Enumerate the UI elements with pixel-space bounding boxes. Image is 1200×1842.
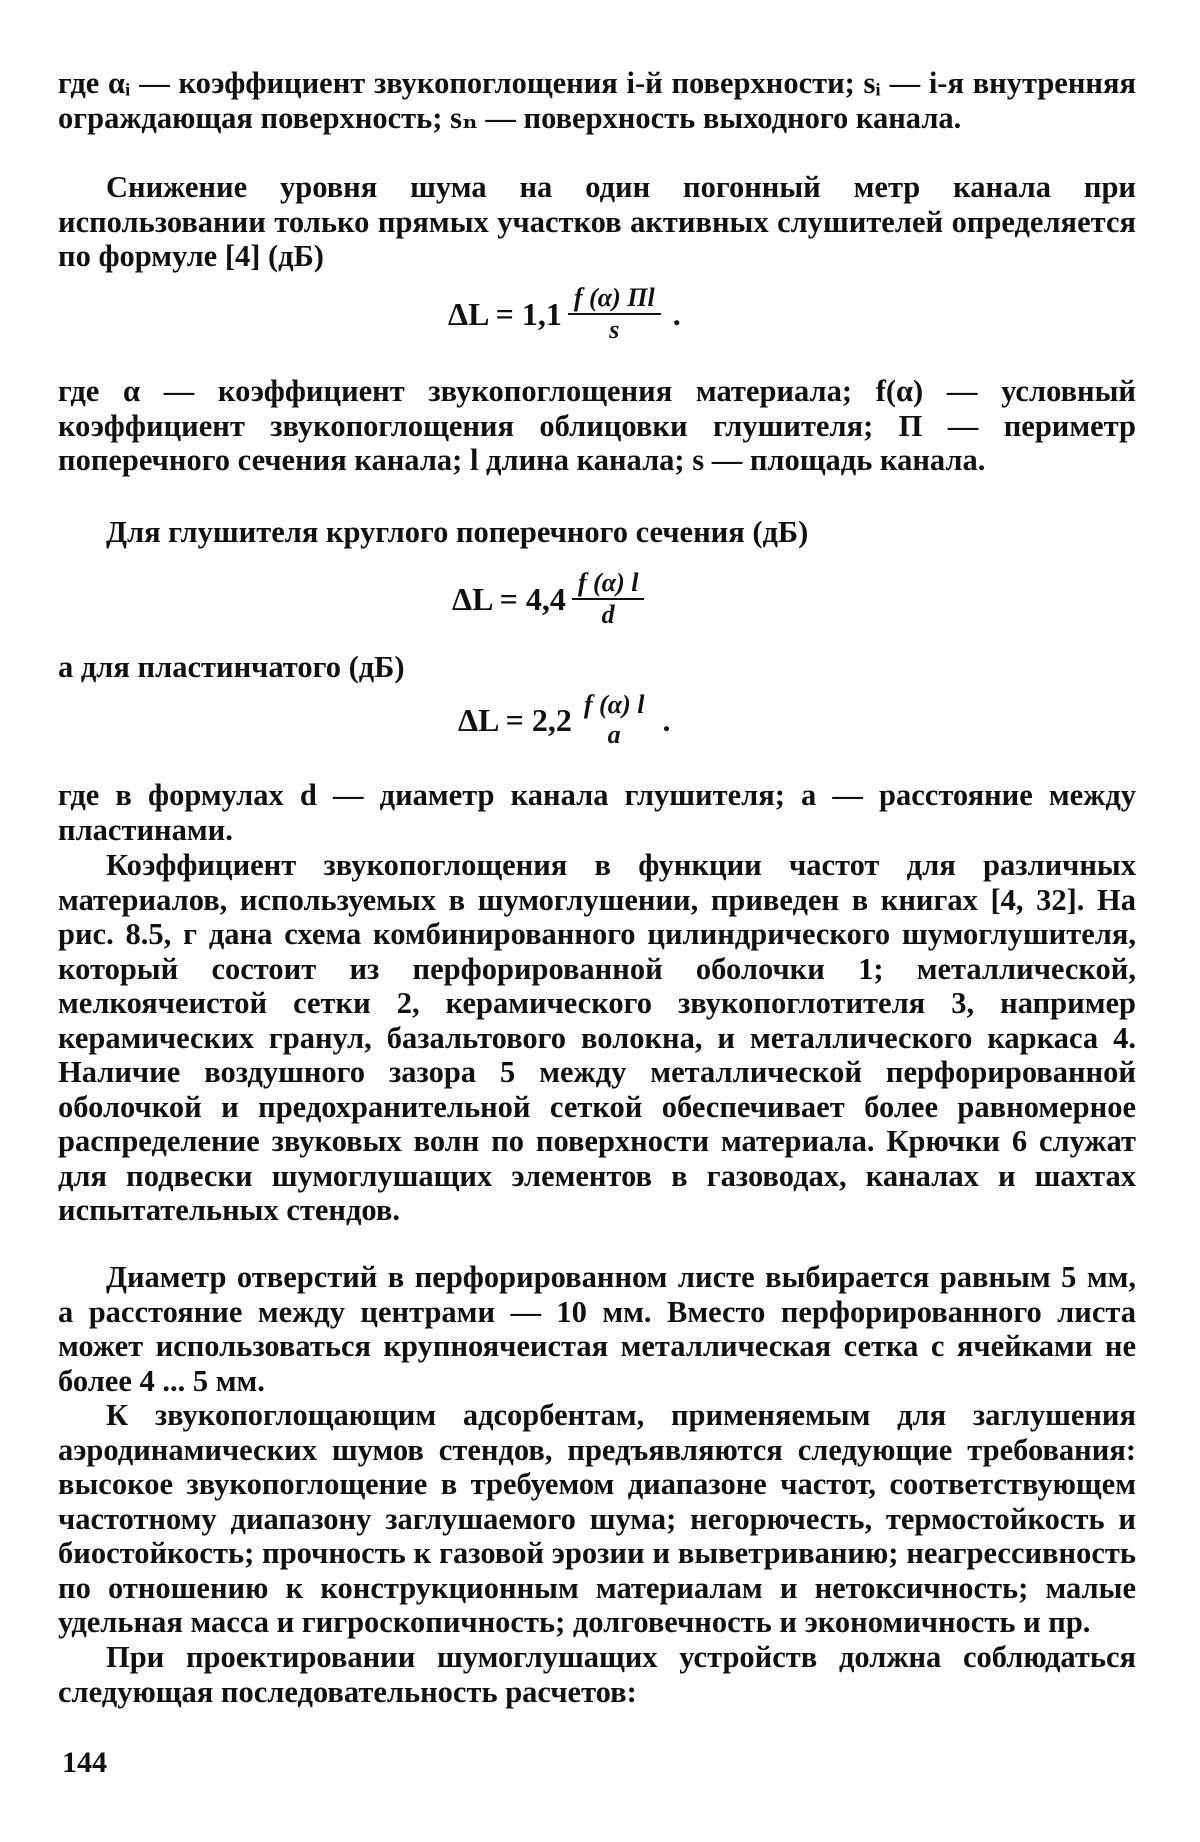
- formula-denominator: d: [601, 600, 615, 629]
- formula-tail: .: [662, 701, 671, 738]
- paragraph-round-section: Для глушителя круглого поперечного сечения (дБ): [106, 515, 809, 549]
- formula-numerator: f (α) l: [583, 690, 645, 719]
- formula-tail: .: [672, 295, 681, 332]
- paragraph-plate-section: а для пластинчатого (дБ): [58, 650, 405, 684]
- paragraph-design-sequence: При проектировании шумоглушащих устройств должна соблюдаться следующая последовательность расчетов:: [58, 1640, 1136, 1709]
- formula-lhs: ΔL = 1,1: [448, 295, 562, 332]
- formula-fraction: [568, 283, 661, 345]
- formula-plate-muffler: [458, 690, 670, 750]
- paragraph-noise-reduction-intro: Снижение уровня шума на один погонный метр канала при использовании только прямых участков активных слушителей определяется по формуле [4] (дБ): [58, 170, 1136, 273]
- formula-numerator: f (α) l: [572, 568, 645, 600]
- formula-lhs: ΔL = 4,4: [452, 580, 566, 617]
- paragraph-perforation-diameter: Диаметр отверстий в перфорированном листе выбирается равным 5 мм, а расстояние между центрами — 10 мм. Вместо перфорированного листа может использоваться крупноячеистая металлическая сетка с ячейками не более 4 ... 5 мм.: [58, 1260, 1136, 1398]
- formula-fraction: [572, 568, 645, 630]
- paragraph-variable-definitions: где α — коэффициент звукопоглощения материала; f(α) — условный коэффициент звукопоглощения облицовки глушителя; П — периметр поперечного сечения канала; l длина канала; s — площадь канала.: [58, 374, 1136, 477]
- paragraph-adsorbent-requirements: К звукопоглощающим адсорбентам, применяемым для заглушения аэродинамических шумов стендов, предъявляются следующие требования: высокое звукопоглощение в требуемом диапазоне частот, соответствующем частотному диапазону заглушаемого шума; негорючесть, термостойкость и биостойкость; прочность к газовой эрозии и выветриванию; неагрессивность по отношению к конструкционным материалам и нетоксичность; малые удельная масса и гигроскопичность; долговечность и экономичность и пр.: [58, 1398, 1136, 1639]
- page-number: 144: [62, 1746, 107, 1779]
- formula-denominator: s: [609, 315, 620, 344]
- formula-straight-section: [448, 283, 681, 345]
- paragraph-absorption-definitions: где αᵢ — коэффициент звукопоглощения i-й поверхности; sᵢ — i-я внутренняя ограждающая поверхность; sₙ — поверхность выходного канала.: [58, 66, 1136, 135]
- paragraph-formula-notation: где в формулах d — диаметр канала глушителя; a — расстояние между пластинами.: [58, 778, 1136, 847]
- paragraph-combined-muffler: Коэффициент звукопоглощения в функции частот для различных материалов, используемых в шумоглушении, приведен в книгах [4, 32]. На рис. 8.5, г дана схема комбинированного цилиндрического шумоглушителя, который состоит из перфорированной оболочки 1; металлической, мелкоячеистой сетки 2, керамического звукопоглотителя 3, например керамических гранул, базальтового волокна, и металлического каркаса 4. Наличие воздушного зазора 5 между металлической перфорированной оболочкой и предохранительной сеткой обеспечивает более равномерное распределение звуковых волн по поверхности материала. Крючки 6 служат для подвески шумоглушащих элементов в газоводах, каналах и шахтах испытательных стендов.: [58, 848, 1136, 1227]
- formula-lhs: ΔL = 2,2: [458, 701, 572, 738]
- formula-round-muffler: [452, 568, 656, 630]
- formula-fraction: [578, 690, 651, 750]
- formula-numerator: f (α) Пl: [568, 283, 661, 315]
- formula-denominator: a: [607, 720, 621, 749]
